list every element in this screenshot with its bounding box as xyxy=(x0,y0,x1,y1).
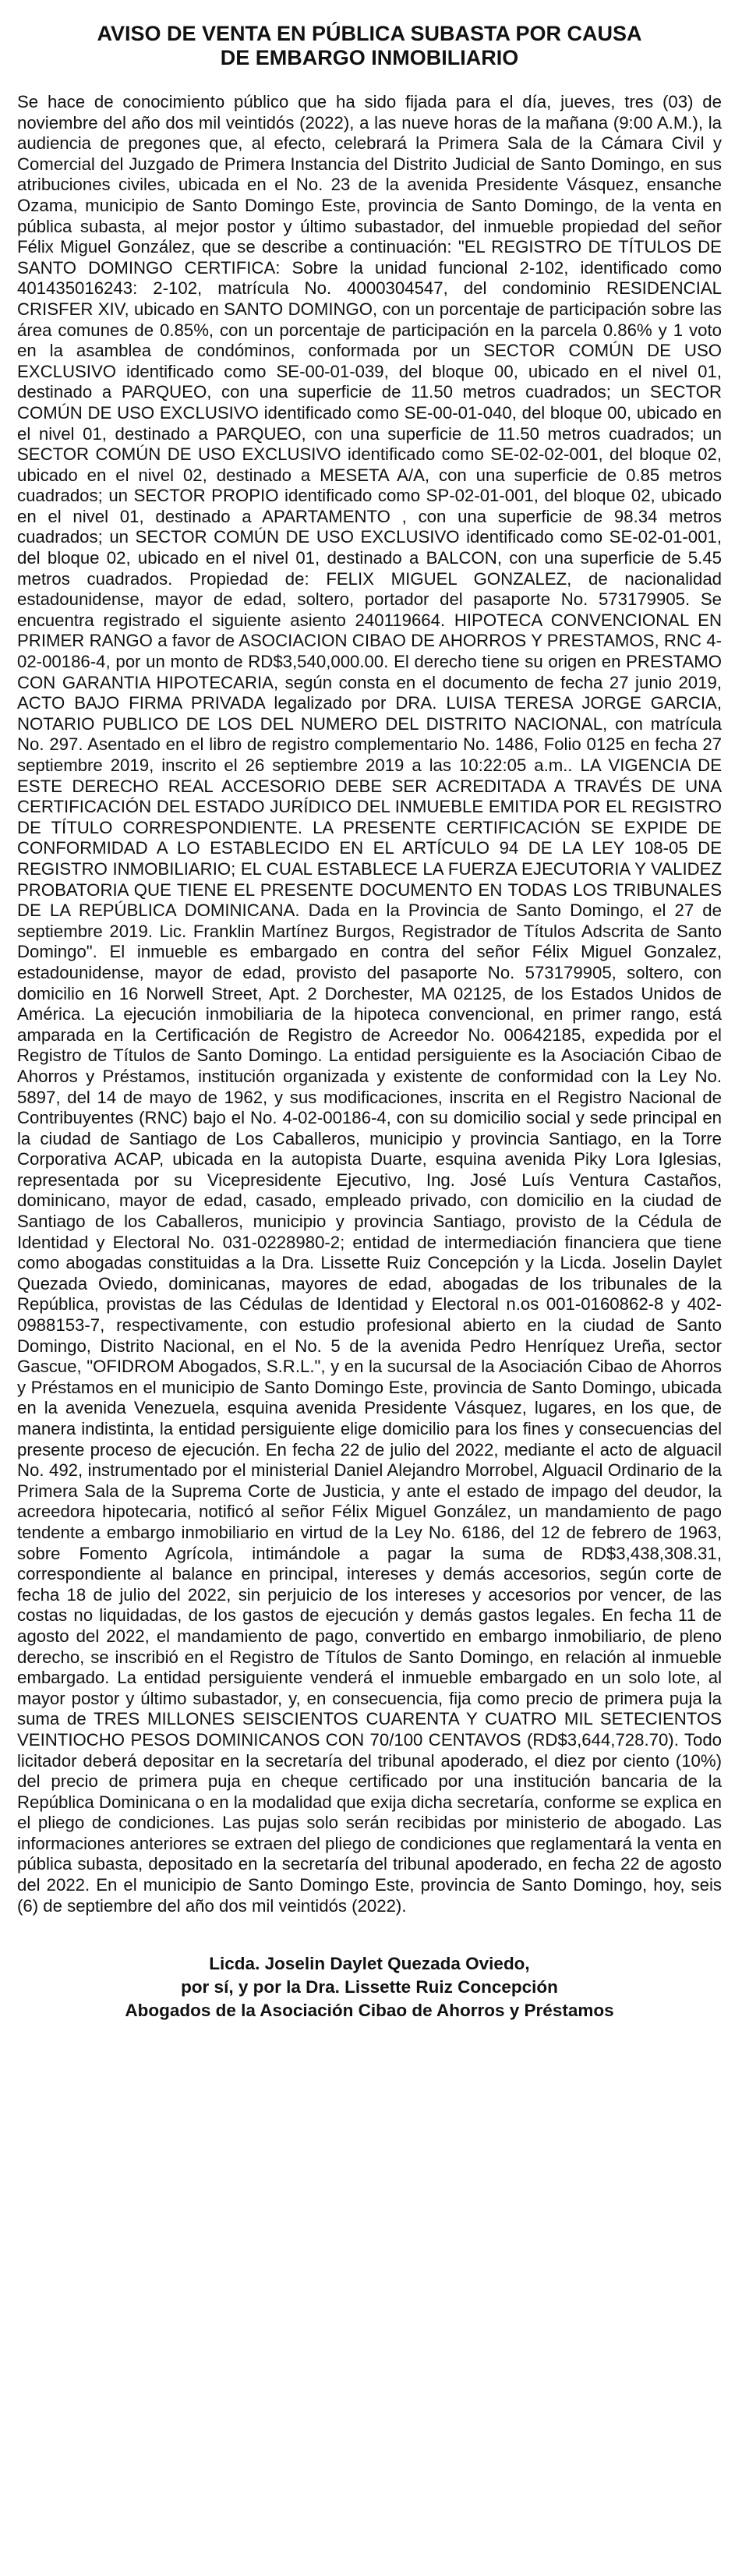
notice-body: Se hace de conocimiento público que ha sido fijada para el día, jueves, tres (03) de noviembre del año dos mil veintidós (2022), a las nueve horas de la mañana (9:00 A.M.), la audiencia de pregones que, al efecto, celebrará la Primera Sala de la Cámara Civil y Comercial del Juzgado de Primera Instancia del Distrito Judicial de Santo Domingo, en sus atribuciones civiles, ubicada en el No. 23 de la avenida Presidente Vásquez, ensanche Ozama, municipio de Santo Domingo Este, provincia de Santo Domingo, de la venta en pública subasta, al mejor postor y último subastador, del inmueble propiedad del señor Félix Miguel González, que se describe a continuación: "EL REGISTRO DE TÍTULOS DE SANTO DOMINGO CERTIFICA: Sobre la unidad funcional 2-102, identificado como 401435016243: 2-102, matrícula No. 4000304547, del condominio RESIDENCIAL CRISFER XIV, ubicado en SANTO DOMINGO, con un porcentaje de participación sobre las área comunes de 0.85%, con un porcentaje de participación en la parcela 0.86% y 1 voto en la asamblea de condóminos, conformada por un SECTOR COMÚN DE USO EXCLUSIVO identificado como SE-00-01-039, del bloque 00, ubicado en el nivel 01, destinado a PARQUEO, con una superficie de 11.50 metros cuadrados; un SECTOR COMÚN DE USO EXCLUSIVO identificado como SE-00-01-040, del bloque 00, ubicado en el nivel 01, destinado a PARQUEO, con una superficie de 11.50 metros cuadrados; un SECTOR COMÚN DE USO EXCLUSIVO identificado como SE-02-02-001, del bloque 02, ubicado en el nivel 02, destinado a MESETA A/A, con una superficie de 0.85 metros cuadrados; un SECTOR PROPIO identificado como SP-02-01-001, del bloque 02, ubicado en el nivel 01, destinado a APARTAMENTO , con una superficie de 98.34 metros cuadrados; un SECTOR COMÚN DE USO EXCLUSIVO identificado como SE-02-01-001, del bloque 02, ubicado en el nivel 01, destinado a BALCON, con una superficie de 5.45 metros cuadrados. Propiedad de: FELIX MIGUEL GONZALEZ, de nacionalidad estadounidense, mayor de edad, soltero, portador del pasaporte No. 573179905. Se encuentra registrado el siguiente asiento 240119664. HIPOTECA CONVENCIONAL EN PRIMER RANGO a favor de ASOCIACION CIBAO DE AHORROS Y PRESTAMOS, RNC 4-02-00186-4, por un monto de RD$3,540,000.00. El derecho tiene su origen en PRESTAMO CON GARANTIA HIPOTECARIA, según consta en el documento de fecha 27 junio 2019, ACTO BAJO FIRMA PRIVADA legalizado por DRA. LUISA TERESA JORGE GARCIA, NOTARIO PUBLICO DE LOS DEL NUMERO DEL DISTRITO NACIONAL, con matrícula No. 297. Asentado en el libro de registro complementario No. 1486, Folio 0125 en fecha 27 septiembre 2019, inscrito el 26 septiembre 2019 a las 10:22:05 a.m.. LA VIGENCIA DE ESTE DERECHO REAL ACCESORIO DEBE SER ACREDITADA A TRAVÉS DE UNA CERTIFICACIÓN DEL ESTADO JURÍDICO DEL INMUEBLE EMITIDA POR EL REGISTRO DE TÍTULO CORRESPONDIENTE. LA PRESENTE CERTIFICACIÓN SE EXPIDE DE CONFORMIDAD A LO ESTABLECIDO EN EL ARTÍCULO 94 DE LA LEY 108-05 DE REGISTRO INMOBILIARIO; EL CUAL ESTABLECE LA FUERZA EJECUTORIA Y VALIDEZ PROBATORIA QUE TIENE EL PRESENTE DOCUMENTO EN TODAS LOS TRIBUNALES DE LA REPÚBLICA DOMINICANA. Dada en la Provincia de Santo Domingo, el 27 de septiembre 2019. Lic. Franklin Martínez Burgos, Registrador de Títulos Adscrita de Santo Domingo". El inmueble es embargado en contra del señor Félix Miguel Gonzalez, estadounidense, mayor de edad, provisto del pasaporte No. 573179905, soltero, con domicilio en 16 Norwell Street, Apt. 2 Dorchester, MA 02125, de los Estados Unidos de América. La ejecución inmobiliaria de la hipoteca convencional, en primer rango, está amparada en la Certificación de Registro de Acreedor No. 00642185, expedida por el Registro de Títulos de Santo Domingo. La entidad persiguiente es la Asociación Cibao de Ahorros y Préstamos, institución organizada y existente de conformidad con la Ley No. 5897, del 14 de mayo de 1962, y sus modificaciones, inscrita en el Registro Nacional de Contribuyentes (RNC) bajo el No. 4-02-00186-4, con su domicilio social y sede principal en la ciudad de Santiago de Los Caballeros, municipio y provincia Santiago, en la Torre Corporativa ACAP, ubicada en la autopista Duarte, esquina avenida Piky Lora Iglesias, representada por su Vicepresidente Ejecutivo, Ing. José Luís Ventura Castaños, dominicano, mayor de edad, casado, empleado privado, con domicilio en la ciudad de Santiago de los Caballeros, municipio y provincia Santiago, provisto de la Cédula de Identidad y Electoral No. 031-0228980-2; entidad de intermediación financiera que tiene como abogadas constituidas a la Dra. Lissette Ruiz Concepción y la Licda. Joselin Daylet Quezada Oviedo, dominicanas, mayores de edad, abogadas de los tribunales de la República, provistas de las Cédulas de Identidad y Electoral n.os 001-0160862-8 y 402-0988153-7, respectivamente, con estudio profesional abierto en la ciudad de Santo Domingo, Distrito Nacional, en el No. 5 de la avenida Pedro Henríquez Ureña, sector Gascue, "OFIDROM Abogados, S.R.L.", y en la sucursal de la Asociación Cibao de Ahorros y Préstamos en el municipio de Santo Domingo Este, provincia de Santo Domingo, ubicada en la avenida Venezuela, esquina avenida Presidente Vásquez, lugares, en los que, de manera indistinta, la entidad persiguiente elige domicilio para los fines y consecuencias del presente proceso de ejecución. En fecha 22 de julio del 2022, mediante el acto de alguacil No. 492, instrumentado por el ministerial Daniel Alejandro Morrobel, Alguacil Ordinario de la Primera Sala de la Suprema Corte de Justicia, y ante el estado de impago del deudor, la acreedora hipotecaria, notificó al señor Félix Miguel González, un mandamiento de pago tendente a embargo inmobiliario en virtud de la Ley No. 6186, del 12 de febrero de 1963, sobre Fomento Agrícola, intimándole a pagar la suma de RD$3,438,308.31, correspondiente al balance en principal, intereses y demás accesorios, según corte de fecha 18 de julio del 2022, sin perjuicio de los intereses y accesorios por vencer, de las costas no liquidadas, de los gastos de ejecución y demás gastos legales. En fecha 11 de agosto del 2022, el mandamiento de pago, convertido en embargo inmobiliario, de pleno derecho, se inscribió en el Registro de Títulos de Santo Domingo, en relación al inmueble embargado. La entidad persiguiente venderá el inmueble embargado en un solo lote, al mayor postor y último subastador, y, en consecuencia, fija como precio de primera puja la suma de TRES MILLONES SEISCIENTOS CUARENTA Y CUATRO MIL SETECIENTOS VEINTIOCHO PESOS DOMINICANOS CON 70/100 CENTAVOS (RD$3,644,728.70). Todo licitador deberá depositar en la secretaría del tribunal apoderado, el diez por ciento (10%) del precio de primera puja en cheque certificado por una institución bancaria de la República Dominicana o en la modalidad que exija dicha secretaría, conforme se explica en el pliego de condiciones. Las pujas solo serán recibidas por ministerio de abogado. Las informaciones anteriores se extraen del pliego de condiciones que reglamentará la venta en pública subasta, depositado en la secretaría del tribunal apoderado, en fecha 22 de agosto del 2022. En el municipio de Santo Domingo Este, provincia de Santo Domingo, hoy, seis (6) de septiembre del año dos mil veintidós (2022). xyxy=(17,92,722,1916)
signature-role: Abogados de la Asociación Cibao de Ahorros y Préstamos xyxy=(125,2001,614,2021)
signature-block xyxy=(17,1952,722,2022)
notice-title-line-2: DE EMBARGO INMOBILIARIO xyxy=(220,46,519,69)
notice-title xyxy=(17,22,722,70)
legal-notice xyxy=(17,22,722,2022)
signature-on-behalf: por sí, y por la Dra. Lissette Ruiz Concepción xyxy=(181,1977,558,1997)
notice-title-line-1: AVISO DE VENTA EN PÚBLICA SUBASTA POR CAUSA xyxy=(97,22,642,45)
signature-name: Licda. Joselin Daylet Quezada Oviedo, xyxy=(209,1954,530,1974)
